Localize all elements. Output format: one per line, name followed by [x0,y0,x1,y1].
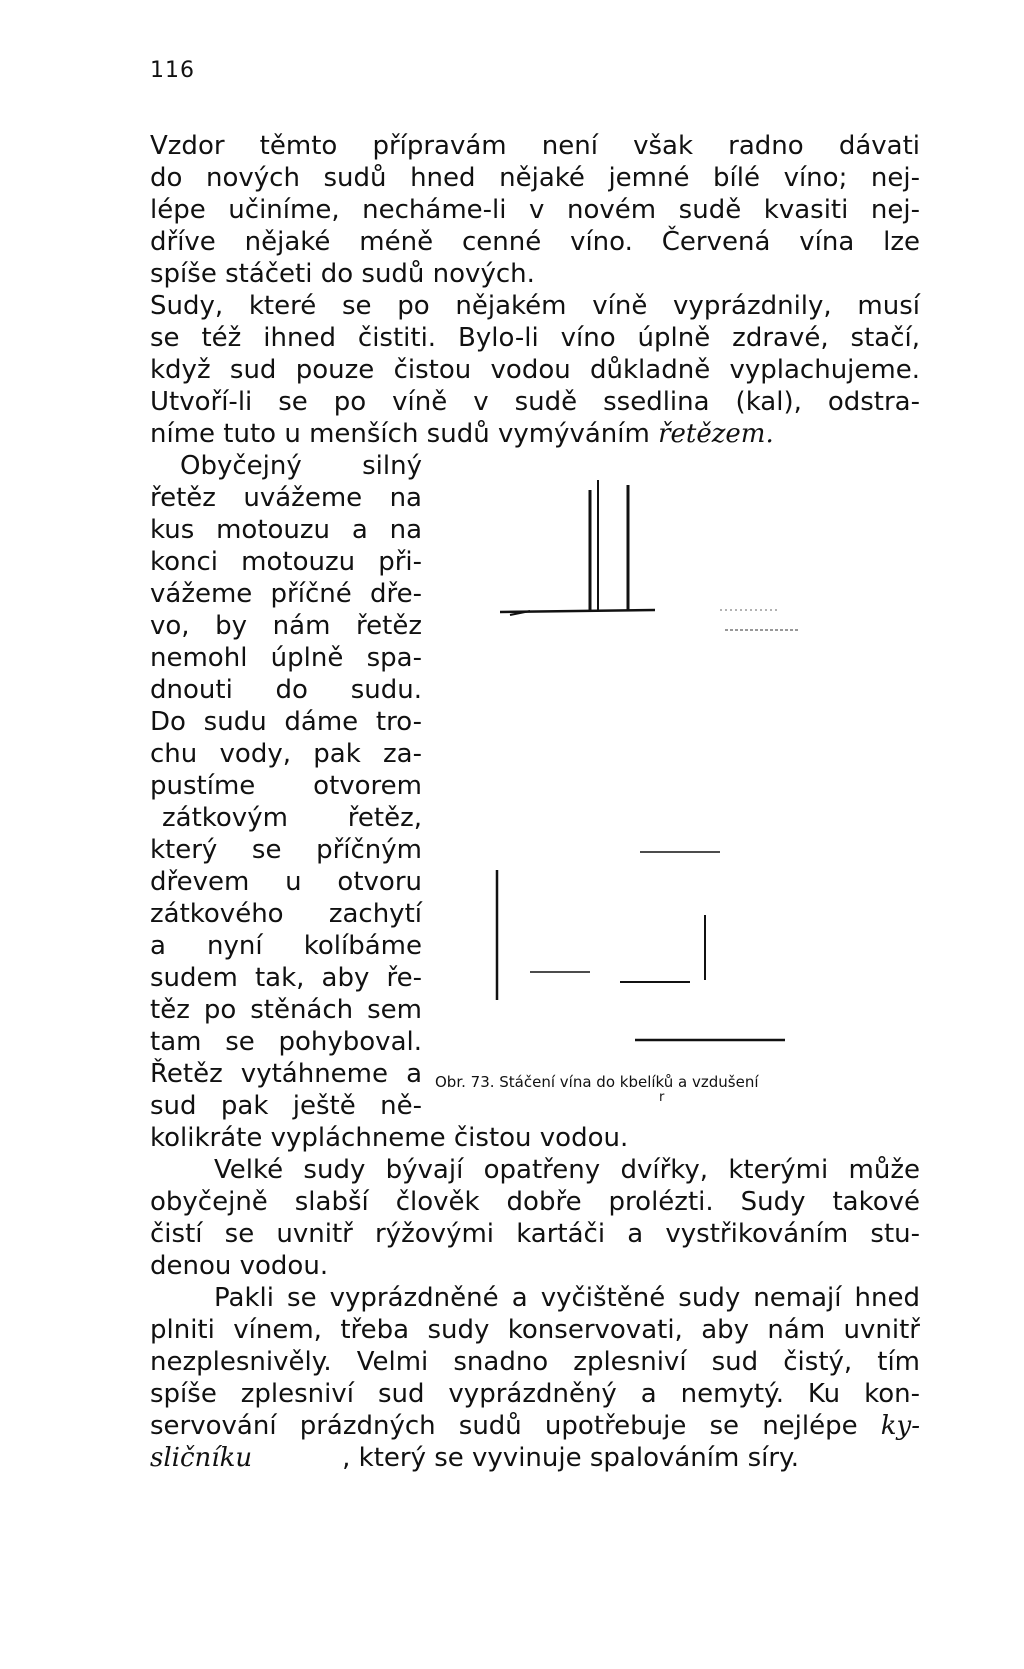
text-line: spíše zplesniví sud vyprázdněný a nemytý. Ku kon- [150,1379,920,1409]
text-line: sudem tak, aby ře- [150,963,422,993]
text-line: lépe učiníme, necháme-li v novém sudě kvasiti nej- [150,195,920,225]
text-line: dřevem u otvoru [150,867,422,897]
text-line: dříve nějaké méně cenné víno. Červená vína lze [150,227,920,257]
page-number: 116 [150,58,195,83]
text-line: Pakli se vyprázdněné a vyčištěné sudy nemají hned [214,1283,920,1313]
text-line: sud pak ještě ně- [150,1091,422,1121]
text-line: denou vodou. [150,1251,329,1281]
text-line: obyčejně slabší člověk dobře prolézti. Sudy takové [150,1187,920,1217]
text-line: Velké sudy bývají opatřeny dvířky, kterými může [214,1155,920,1185]
text-line: který se příčným [150,835,422,865]
text-line: čistí se uvnitř rýžovými kartáči a vystřikováním stu- [150,1219,920,1249]
italic-term: sličníku [150,1443,253,1473]
text-line: řetěz uvážeme na [150,483,422,513]
text-line: vážeme příčné dře- [150,579,422,609]
text-line: Do sudu dáme tro- [150,707,422,737]
text-line: plniti vínem, třeba sudy konservovati, aby nám uvnitř [150,1315,920,1345]
figure-caption-extra: r [659,1090,665,1105]
text-line: zátkového zachytí [150,899,422,929]
text-line: těz po stěnách sem [150,995,422,1025]
text-line: pustíme otvorem [150,771,422,801]
text-line: Utvoří-li se po víně v sudě ssedlina (kal), odstra- [150,387,920,417]
text-line: dnouti do sudu. [150,675,422,705]
text-line: zátkovým řetěz, [162,803,422,833]
figure-barrel-chain [470,470,840,1070]
text-line: konci motouzu při- [150,547,422,577]
text-line: Vzdor těmto přípravám není však radno dávati [150,131,920,161]
text-line: nemohl úplně spa- [150,643,422,673]
figure-caption: Obr. 73. Stáčení vína do kbelíků a vzdušení [435,1073,759,1091]
text-line: když sud pouze čistou vodou důkladně vyplachujeme. [150,355,920,385]
text-fragment: níme tuto u menších sudů vymýváním [150,419,659,449]
text-line: kus motouzu a na [150,515,422,545]
text-line: kolikráte vypláchneme čistou vodou. [150,1123,629,1153]
text-line: chu vody, pak za- [150,739,422,769]
text-fragment: , který se vyvinuje spalováním síry. [342,1443,799,1473]
text-line: Sudy, které se po nějakém víně vyprázdnily, musí [150,291,920,321]
italic-term: ky- [880,1411,920,1441]
text-line: spíše stáčeti do sudů nových. [150,259,535,289]
text-line: Řetěz vytáhneme a [150,1059,422,1089]
text-line: do nových sudů hned nějaké jemné bílé víno; nej- [150,163,920,193]
text-fragment: servování prázdných sudů upotřebuje se nejlépe [150,1411,858,1441]
text-line [150,418,920,450]
text-line: nezplesnivěly. Velmi snadno zplesniví sud čistý, tím [150,1347,920,1377]
italic-term: řetězem. [658,419,774,449]
text-line [150,1442,920,1474]
text-line: tam se pohyboval. [150,1027,422,1057]
text-line [150,1410,920,1442]
text-line: vo, by nám řetěz [150,611,422,641]
text-line: Obyčejný silný [180,451,422,481]
text-line: se též ihned čistiti. Bylo-li víno úplně zdravé, stačí, [150,323,920,353]
text-line: a nyní kolíbáme [150,931,422,961]
